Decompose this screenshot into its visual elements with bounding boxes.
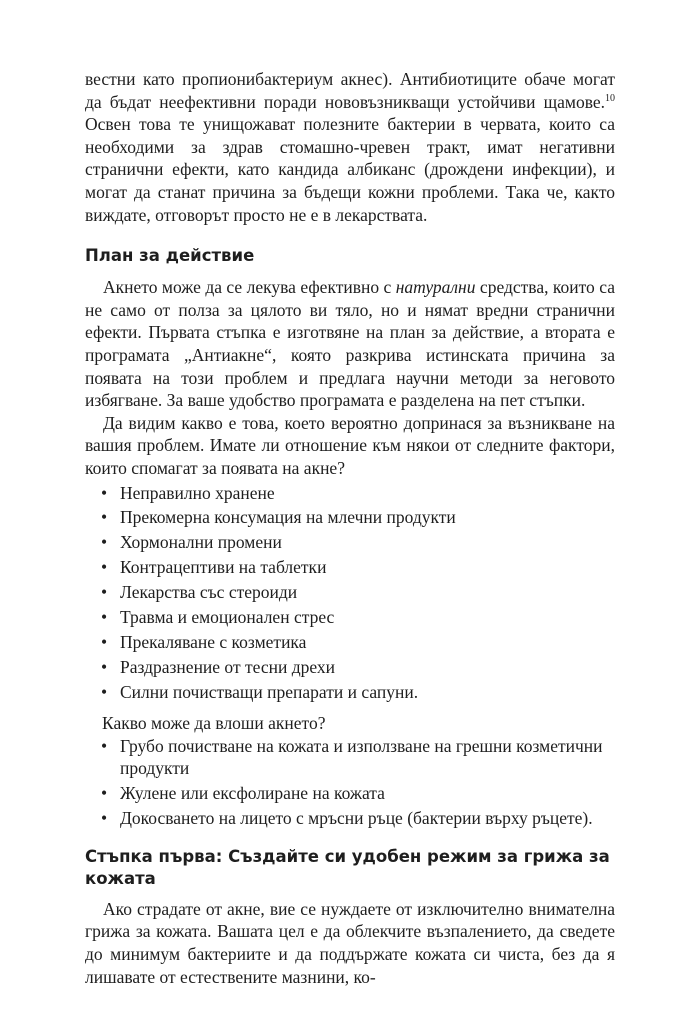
plan-paragraph-2: Да видим какво е това, което вероятно допринася за възникване на вашия проблем. Имате ли отношение към някои от следните фактори, които спомагат за появата на акне?	[85, 412, 615, 478]
list-item-text: Травма и емоционален стрес	[120, 607, 335, 628]
bullet-icon: •	[101, 735, 108, 756]
plan-emphasis-natural: натурални	[395, 277, 476, 298]
plan-text-end: средства, които са не само от полза за цялото ви тяло, но и нямат вредни странични ефекти. Първата стъпка е изготвяне на план за действие, а втората е програмата „Антиакне“, която разкрива истинската причина за появата на този проблем и предлага научни методи за неговото избягване. За ваше удобство програмата е разделена на пет стъпки.	[85, 277, 615, 411]
worse-list	[85, 735, 615, 830]
bullet-icon: •	[101, 682, 108, 703]
list-item-text: Грубо почистване на кожата и използване на грешни козметични продукти	[120, 735, 603, 779]
list-item-text: Жулене или ексфолиране на кожата	[120, 783, 385, 804]
bullet-icon: •	[101, 532, 108, 553]
bullet-icon: •	[101, 632, 108, 653]
list-item	[85, 606, 615, 629]
list-item	[85, 556, 615, 579]
list-item-text: Раздразнение от тесни дрехи	[120, 657, 336, 678]
list-item	[85, 807, 615, 830]
factors-list	[85, 482, 615, 704]
bullet-icon: •	[101, 657, 108, 678]
list-item	[85, 656, 615, 679]
list-item-text: Неправилно хранене	[120, 482, 275, 503]
section-heading-step-one: Стъпка първа: Създайте си удобен режим за грижа за кожата	[85, 846, 610, 888]
bullet-icon: •	[101, 582, 108, 603]
bullet-icon: •	[101, 808, 108, 829]
list-item	[85, 735, 615, 780]
list-item-text: Силни почистващи препарати и сапуни.	[120, 682, 419, 703]
list-item	[85, 531, 615, 554]
list-item	[85, 506, 615, 529]
bullet-icon: •	[101, 783, 108, 804]
section-heading-plan: План за действие	[85, 246, 255, 266]
list-item-text: Хормонални промени	[120, 532, 282, 553]
plan-text-start: Акнето може да се лекува ефективно с	[103, 277, 396, 298]
worse-intro: Какво може да влоши акнето?	[102, 712, 326, 733]
bullet-icon: •	[101, 607, 108, 628]
bullet-icon: •	[101, 557, 108, 578]
book-page	[85, 68, 615, 988]
intro-text-start: вестни като пропионибактериум акнес). Антибиотиците обаче могат да бъдат неефективни поради нововъзникващи устойчиви щамове.	[85, 69, 615, 112]
list-item-text: Контрацептиви на таблетки	[120, 557, 327, 578]
bullet-icon: •	[101, 507, 108, 528]
list-item-text: Прекомерна консумация на млечни продукти	[120, 507, 456, 528]
footnote-reference[interactable]: 10	[605, 92, 615, 104]
list-item	[85, 681, 615, 704]
list-item	[85, 631, 615, 654]
list-item	[85, 782, 615, 805]
list-item-text: Лекарства със стероиди	[120, 582, 298, 603]
intro-text-end: Освен това те унищожават полезните бактерии в червата, които са необходими за здрав стомашно-чревен тракт, имат негативни странични ефекти, като кандида албиканс (дрождени инфекции), и могат да станат причина за бъдещи кожни проблеми. Така че, както виждате, отговорът просто не е в лекарствата.	[85, 114, 615, 225]
list-item-text: Докосването на лицето с мръсни ръце (бактерии върху ръцете).	[120, 808, 593, 829]
list-item	[85, 482, 615, 505]
plan-paragraph-1	[85, 276, 615, 412]
list-item-text: Прекаляване с козметика	[120, 632, 307, 653]
bullet-icon: •	[101, 482, 108, 503]
list-item	[85, 581, 615, 604]
step-one-paragraph: Ако страдате от акне, вие се нуждаете от изключително внимателна грижа за кожата. Вашата цел е да облекчите възпалението, да сведете до минимум бактериите и да поддържате кожата си чиста, без да я лишавате от естествените мазнини, ко-	[85, 898, 615, 987]
intro-paragraph	[85, 68, 615, 226]
